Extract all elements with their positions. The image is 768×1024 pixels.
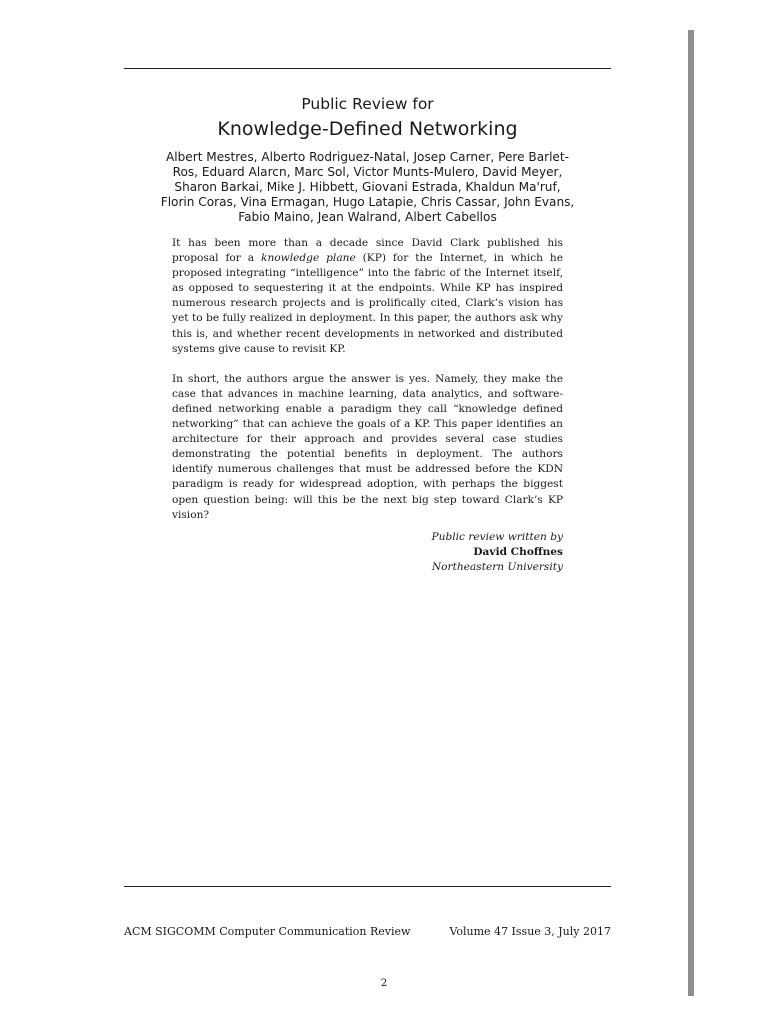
review-body	[172, 236, 563, 538]
paragraph-2: In short, the authors argue the answer is yes. Namely, they make the case that advances in machine learning, data analytics, and software-defined networking enable a paradigm they call “knowledge defined networking” that can achieve the goals of a KP. This paper identifies an architecture for their approach and provides several case studies demonstrating the potential benefits in deployment. The authors identify numerous challenges that must be addressed before the KDN paradigm is ready for widespread adoption, with perhaps the biggest open question being: will this be the next big step toward Clark’s KP vision?	[172, 372, 563, 521]
signature-label: Public review written by	[431, 531, 563, 543]
knowledge-plane-emphasis: knowledge plane	[261, 252, 356, 265]
top-rule	[124, 68, 611, 69]
reviewer-affiliation: Northeastern University	[431, 561, 563, 573]
reviewer-name: David Choffnes	[473, 546, 563, 558]
paragraph-1-text-a: It has been more than a decade since David Clark published his proposal for a	[172, 237, 563, 265]
bottom-rule	[124, 886, 611, 887]
footer-volume: Volume 47 Issue 3, July 2017	[449, 925, 611, 938]
paper-title: Knowledge-Defined Networking	[217, 118, 518, 140]
footer-journal: ACM SIGCOMM Computer Communication Review	[124, 925, 411, 938]
review-signature	[432, 530, 563, 575]
paragraph-1	[172, 236, 563, 357]
title-block	[124, 94, 611, 142]
paragraph-1-text-b: (KP) for the Internet, in which he proposed integrating “intelligence” into the fabric of the Internet itself, as opposed to sequestering it at the endpoints. While KP has inspired numerous research projects and is prolifically cited, Clark’s vision has yet to be fully realized in deployment. In this paper, the authors ask why this is, and whether recent developments in networked and distributed systems give cause to revisit KP.	[172, 252, 563, 355]
page-number: 2	[380, 977, 388, 989]
author-list: Albert Mestres, Alberto Rodriguez-Natal, Josep Carner, Pere Barlet-Ros, Eduard Alarcn, Marc Sol, Victor Munts-Mulero, David Meyer, Sharon Barkai, Mike J. Hibbett, Giovani Estrada, Khaldun Ma'ruf, Florin Coras, Vina Ermagan, Hugo Latapie, Chris Cassar, John Evans, Fabio Maino, Jean Walrand, Albert Cabellos	[160, 150, 575, 224]
pre-title: Public Review for	[301, 95, 434, 113]
page-edge-bar	[688, 30, 694, 996]
